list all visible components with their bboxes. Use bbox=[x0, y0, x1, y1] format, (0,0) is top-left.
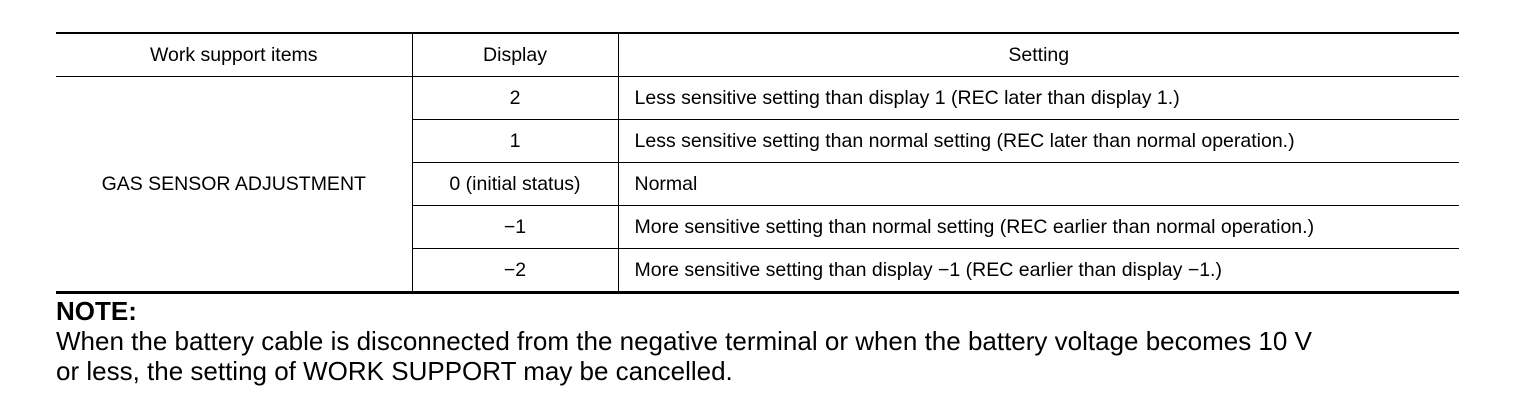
display-cell: −1 bbox=[412, 206, 618, 249]
display-cell: 2 bbox=[412, 77, 618, 120]
setting-cell: Less sensitive setting than normal setting (REC later than normal operation.) bbox=[618, 120, 1459, 163]
note-text-line-2: or less, the setting of WORK SUPPORT may be cancelled. bbox=[56, 356, 733, 386]
header-work-support-items: Work support items bbox=[56, 33, 412, 77]
setting-cell: More sensitive setting than display −1 (REC earlier than display −1.) bbox=[618, 249, 1459, 293]
display-cell: 1 bbox=[412, 120, 618, 163]
note-title: NOTE: bbox=[56, 296, 137, 326]
note-block bbox=[56, 296, 1476, 386]
setting-cell: More sensitive setting than normal setting (REC earlier than normal operation.) bbox=[618, 206, 1459, 249]
display-cell: 0 (initial status) bbox=[412, 163, 618, 206]
work-support-table bbox=[56, 32, 1459, 294]
table-header-row bbox=[56, 33, 1459, 77]
work-support-item-cell: GAS SENSOR ADJUSTMENT bbox=[56, 77, 412, 293]
setting-cell: Normal bbox=[618, 163, 1459, 206]
setting-cell: Less sensitive setting than display 1 (REC later than display 1.) bbox=[618, 77, 1459, 120]
display-cell: −2 bbox=[412, 249, 618, 293]
note-text-line-1: When the battery cable is disconnected from the negative terminal or when the battery voltage becomes 10 V bbox=[56, 326, 1312, 356]
header-setting: Setting bbox=[618, 33, 1459, 77]
table-row bbox=[56, 77, 1459, 120]
header-display: Display bbox=[412, 33, 618, 77]
